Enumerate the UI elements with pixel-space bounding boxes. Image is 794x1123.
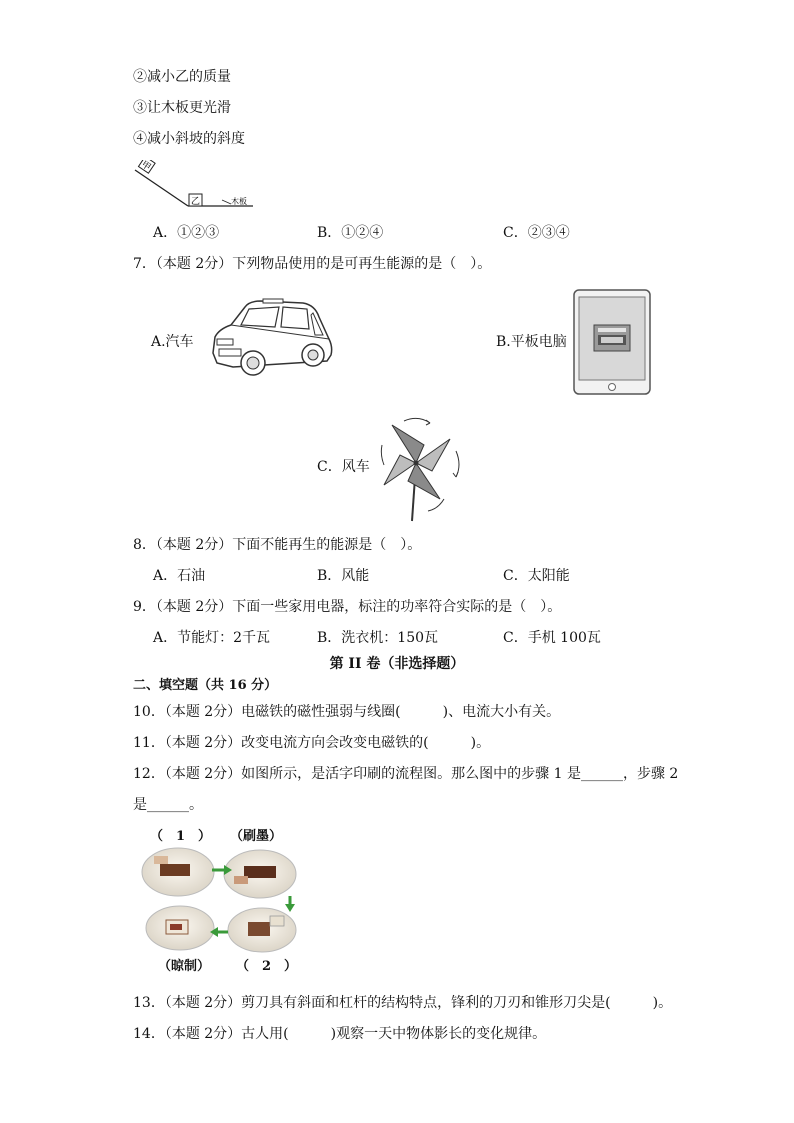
q6-item-3: ③让木板更光滑	[133, 100, 231, 116]
step-1-label: （ 1 ）	[150, 829, 212, 844]
q6-option-a: A．①②③	[153, 225, 220, 241]
block-a-label: 甲	[139, 160, 153, 174]
q11-stem: 11．（本题 2分）改变电流方向会改变电磁铁的( )。	[133, 735, 491, 751]
q8-option-a: A．石油	[153, 568, 206, 584]
q9-stem: 9．（本题 2分）下面一些家用电器，标注的功率符合实际的是（ ）。	[133, 599, 562, 615]
q6-option-c: C．②③④	[503, 225, 570, 241]
q9-option-a: A．节能灯：2千瓦	[153, 630, 271, 646]
q6-item-4: ④减小斜坡的斜度	[133, 131, 245, 147]
q7-option-a: A.汽车	[151, 334, 194, 350]
part-title: 二、填空题（共 16 分）	[133, 678, 278, 693]
q6-option-b: B．①②④	[317, 225, 384, 241]
pinwheel-icon	[378, 415, 468, 525]
tablet-icon	[572, 288, 652, 396]
q7-option-c: C．风车	[317, 459, 370, 475]
volume-title: 第 II 卷（非选择题）	[329, 656, 465, 672]
block-b-label: 乙	[190, 197, 201, 207]
q9-option-b: B．洗衣机：150瓦	[317, 630, 439, 646]
q6-item-2: ②减小乙的质量	[133, 69, 231, 85]
q7-option-b: B.平板电脑	[496, 334, 567, 350]
printing-flow-diagram	[140, 846, 305, 958]
q8-option-c: C．太阳能	[503, 568, 570, 584]
step-dry-label: （晾制）	[158, 959, 211, 974]
q13-stem: 13．（本题 2分）剪刀具有斜面和杠杆的结构特点，锋利的刀刃和锥形刀尖是( )。	[133, 995, 673, 1011]
q7-stem: 7．（本题 2分）下列物品使用的是可再生能源的是（ ）。	[133, 256, 492, 272]
q12-stem-line1: 12．（本题 2分）如图所示，是活字印刷的流程图。那么图中的步骤 1 是______，步骤 2	[133, 766, 679, 782]
slope-diagram	[133, 160, 258, 210]
car-icon	[205, 295, 340, 380]
q12-stem-line2: 是______。	[133, 797, 203, 813]
q8-stem: 8．（本题 2分）下面不能再生的能源是（ ）。	[133, 537, 422, 553]
q9-option-c: C．手机 100瓦	[503, 630, 601, 646]
step-ink-label: （刷墨）	[230, 829, 283, 844]
board-label: 木板	[231, 197, 247, 206]
q8-option-b: B．风能	[317, 568, 370, 584]
q14-stem: 14．（本题 2分）古人用( )观察一天中物体影长的变化规律。	[133, 1026, 547, 1042]
step-2-label: （ 2 ）	[236, 959, 298, 974]
q10-stem: 10．（本题 2分）电磁铁的磁性强弱与线圈( )、电流大小有关。	[133, 704, 561, 720]
